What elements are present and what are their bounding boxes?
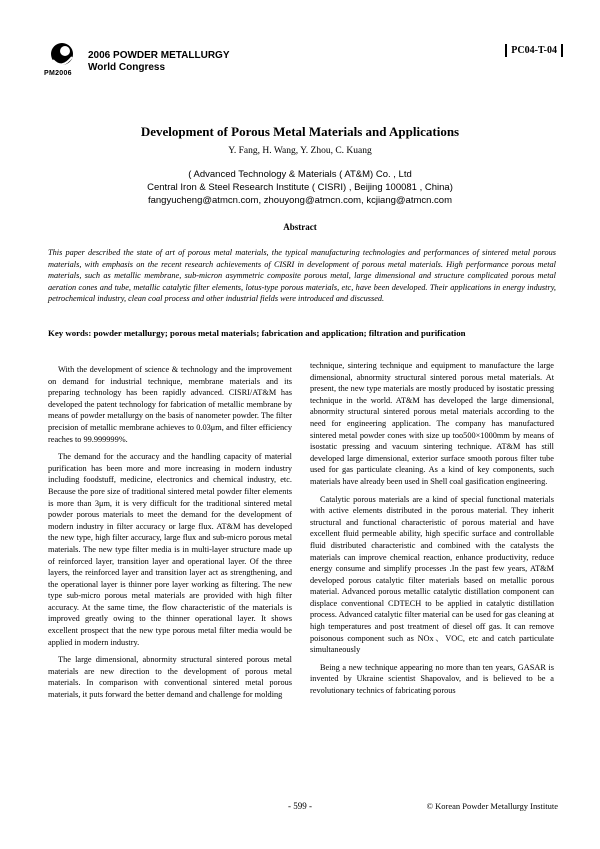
affiliation [0,168,600,207]
paper-title: Development of Porous Metal Materials and Applications [140,124,460,139]
affiliation-line-1: ( Advanced Technology & Materials ( AT&M) Co. , Ltd [188,169,412,180]
paragraph: technique, sintering technique and equipment to manufacture the large dimensional, abnormity structural sintered porous metal materials. At present, the new type materials are mostly produced by isostatic pressing technique in the world. AT&M has developed the large dimensional, abnormity structural sintered porous metal materials according to the need for engineering application. The company has manufactured sintered metal powder cones with size up too500×1000mm by means of isostatic pressing and vacuum sintering technique. AT&M has still developed large dimensional, exterior surface smooth porous filter tube used for gas particulate cleaning. As a kind of key components, such materials have already been used in Shell coal gasification engineering. [310,361,554,486]
code-bar-right [561,44,563,57]
conference-name [88,50,230,74]
paragraph: The large dimensional, abnormity structural sintered porous metal materials are new direction to the development of porous metal materials. In comparison with conventional sintered metal porous materials, it puts forward the better demand and challenge for molding [48,655,292,700]
affiliation-line-2: Central Iron & Steel Research Institute ( CISRI) , Beijing 100081 , China) [147,182,453,193]
body-column-left [48,364,292,707]
pm2006-logo-icon [44,40,80,84]
author-emails: fangyucheng@atmcn.com, zhouyong@atmcn.com, kcjiang@atmcn.com [147,195,453,206]
conference-line-1: 2006 POWDER METALLURGY [88,50,230,61]
page-number: - 599 - [288,801,312,811]
paragraph: Catalytic porous materials are a kind of special functional materials with active elements distributed in the porous material. They inherit structural and functional characteristic of porous material and have excellent fluid permeable ability, high specific surface and controllable fluid distributed characteristic and combined with the catalysts the materials can improve chemical reaction, enhance productivity, reduce energy consume and simplify processes .In the past few years, AT&M developed porous catalytic filter materials based on metallic porous material. Advanced porous metallic catalytic distillation component can displace conventional CDTECH to be applied in catalytic distillation process. Advanced catalytic filter material can be used for gas cleaning at high temperatures and post treatment of diesel off gas. It can remove poisonous component such as NOx、VOC, etc and catch particulate simultaneously [310,494,554,655]
abstract-text: This paper described the state of art of porous metal materials, the typical manufacturing technologies and performances of sintered metal porous materials, with emphasis on the recent research achievements of CISRI in development of porous metal materials. High performance porous metal materials, such as metallic membrane, sub-micron asymmetric composite porous metal, large dimensional and structure complicated porous metal aeration cones and tube, metallic catalytic filter elements, lotus-type porous materials, etc, have been developed. Their applications in energy industry, petrochemical industry, clean coal process and other industrial fields were introduced and discussed. [48,248,556,304]
keywords: Key words: powder metallurgy; porous metal materials; fabrication and application; filtration and purification [48,328,466,338]
paper-code [504,44,564,57]
authors: Y. Fang, H. Wang, Y. Zhou, C. Kuang [228,146,372,156]
conference-line-2: World Congress [88,62,166,73]
code-bar-left [505,44,507,57]
paragraph: Being a new technique appearing no more than ten years, GASAR is invented by Ukraine scientist Shapovalov, and is believed to be a revolutionary technics of fabricating porous [310,662,554,696]
body-column-right [310,360,554,703]
paragraph: With the development of science & technology and the improvement on demand for industrial technique, membrane materials and its preparing technology has been rapidly advanced. CISRI/AT&M has developed the patent technology for fabrication of metallic membrane by means of powder metallurgy on the basis of nanometer powder. The filter precision of metallic membrane achieves to 0.03μm, and filter efficiency reaches to 99.999999%. [48,365,292,444]
abstract-heading: Abstract [283,222,317,232]
paragraph: The demand for the accuracy and the handling capacity of material purification has been more and more increasing in modern industry including foodstuff, medicine, electronics and chemical industry, etc. Because the pore size of traditional sintered metal powder filter elements is more than 3μm, it is very difficult for the traditional sintered metal powder porous materials to meet the demand for the development of modern industry in filter accuracy or large flux. AT&M has developed the new type, high filter accuracy, large flux and sub-micro porous metal materials. The new type filter media is in multi-layer structure made up of reinforced layer, transition layer and operational layer. Of the three layers, the reinforced layer and transition layer act as strengthening, and the operational layer is thinner pore layer working as filtering. The new type sub-micro porous metal materials are provided with high filter accuracy. At the same time, the flow characteristic of the materials is improved greatly owing to the thinner operational layer. It shows excellent prospect that the new type porous metal filter media would be applied in modern industry. [48,452,292,647]
copyright-notice: © Korean Powder Metallurgy Institute [426,801,558,811]
logo-text: PM2006 [44,70,72,77]
paper-code-text: PC04-T-04 [511,45,557,56]
